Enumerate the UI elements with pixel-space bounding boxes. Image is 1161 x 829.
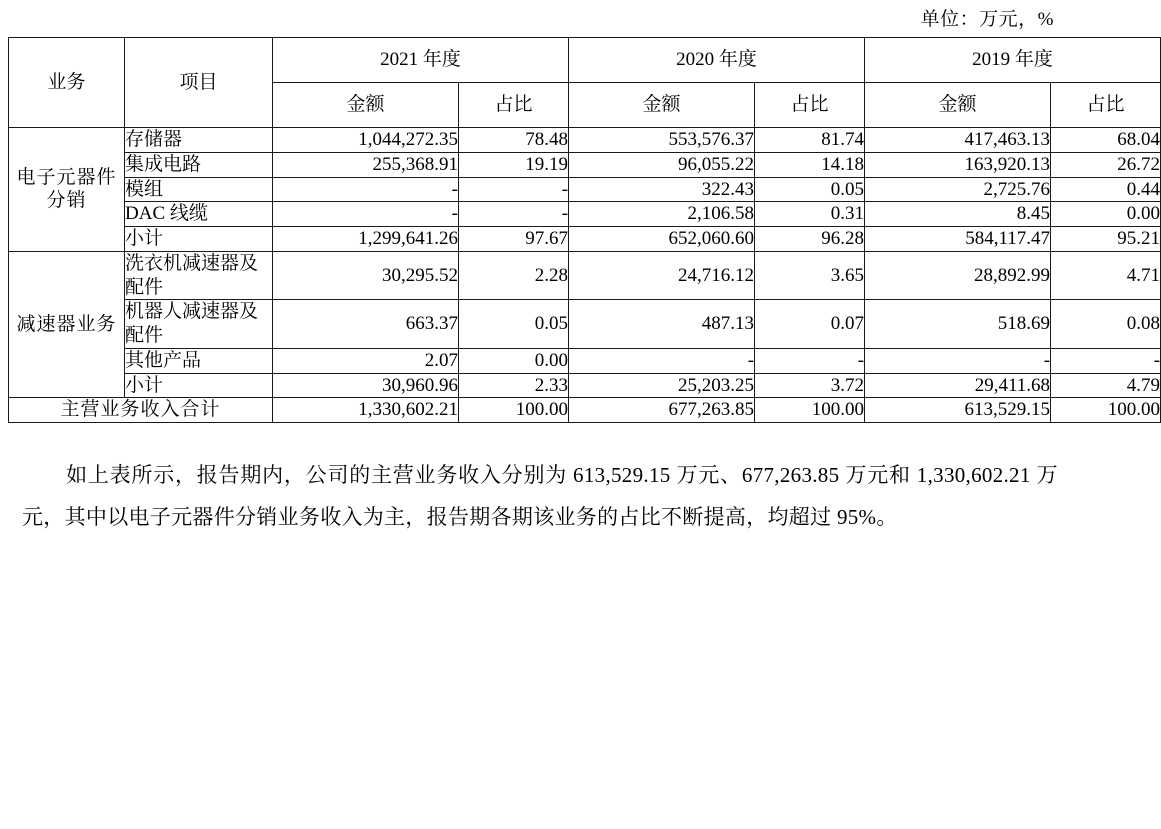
cell-ratio-2020: - [755,348,865,373]
cell-ratio-2019: - [1051,348,1161,373]
total-ratio-2019: 100.00 [1051,398,1161,423]
cell-amount-2020: 487.13 [569,300,755,349]
cell-amount-2019: 2,725.76 [865,177,1051,202]
cell-amount-2019: 584,117.47 [865,227,1051,252]
table-row [9,177,1161,202]
cell-ratio-2020: 14.18 [755,152,865,177]
header-ratio-2020: 占比 [755,83,865,128]
cell-ratio-2020: 3.65 [755,251,865,300]
cell-ratio-2019: 0.00 [1051,202,1161,227]
row-item-label: 其他产品 [125,348,273,373]
cell-amount-2021: - [273,177,459,202]
table-row-total [9,398,1161,423]
cell-amount-2021: 663.37 [273,300,459,349]
row-item-label: 小计 [125,227,273,252]
cell-ratio-2020: 0.05 [755,177,865,202]
table-row [9,300,1161,349]
cell-amount-2020: 322.43 [569,177,755,202]
header-amount-2021: 金额 [273,83,459,128]
header-item: 项目 [125,38,273,128]
row-item-label: 机器人减速器及配件 [125,300,273,349]
cell-ratio-2021: 78.48 [459,128,569,153]
cell-ratio-2021: 97.67 [459,227,569,252]
row-item-label: 模组 [125,177,273,202]
cell-ratio-2021: 0.00 [459,348,569,373]
cell-amount-2019: 163,920.13 [865,152,1051,177]
group-label-distribution: 电子元器件分销 [9,128,125,252]
cell-amount-2021: 2.07 [273,348,459,373]
cell-ratio-2019: 68.04 [1051,128,1161,153]
total-amount-2019: 613,529.15 [865,398,1051,423]
cell-amount-2019: 417,463.13 [865,128,1051,153]
cell-amount-2021: 255,368.91 [273,152,459,177]
row-item-label: 洗衣机减速器及配件 [125,251,273,300]
cell-ratio-2020: 0.07 [755,300,865,349]
cell-ratio-2021: 0.05 [459,300,569,349]
cell-amount-2020: 24,716.12 [569,251,755,300]
total-ratio-2021: 100.00 [459,398,569,423]
table-row [9,251,1161,300]
cell-amount-2021: 30,295.52 [273,251,459,300]
header-year-2021: 2021 年度 [273,38,569,83]
cell-ratio-2020: 96.28 [755,227,865,252]
cell-amount-2021: - [273,202,459,227]
table-row-subtotal [9,227,1161,252]
header-ratio-2019: 占比 [1051,83,1161,128]
table-row-subtotal [9,373,1161,398]
cell-amount-2019: 8.45 [865,202,1051,227]
header-ratio-2021: 占比 [459,83,569,128]
header-year-2019: 2019 年度 [865,38,1161,83]
revenue-breakdown-table [8,37,1161,423]
cell-ratio-2021: - [459,177,569,202]
cell-ratio-2021: 2.33 [459,373,569,398]
row-item-label: 存储器 [125,128,273,153]
cell-amount-2021: 1,044,272.35 [273,128,459,153]
cell-amount-2020: 553,576.37 [569,128,755,153]
cell-amount-2021: 1,299,641.26 [273,227,459,252]
cell-ratio-2019: 4.71 [1051,251,1161,300]
table-row [9,202,1161,227]
header-amount-2020: 金额 [569,83,755,128]
cell-ratio-2020: 0.31 [755,202,865,227]
body-paragraph: 如上表所示，报告期内，公司的主营业务收入分别为 613,529.15 万元、677,263.85 万元和 1,330,602.21 万元，其中以电子元器件分销业务收入为主，报告期各期该业务的占比不断提高，均超过 95%。 [22,463,1058,529]
cell-ratio-2021: - [459,202,569,227]
table-row [9,348,1161,373]
table-header-row-1 [9,38,1161,83]
cell-amount-2020: 2,106.58 [569,202,755,227]
total-ratio-2020: 100.00 [755,398,865,423]
cell-amount-2020: 96,055.22 [569,152,755,177]
cell-ratio-2020: 81.74 [755,128,865,153]
cell-amount-2019: 518.69 [865,300,1051,349]
row-item-label: 小计 [125,373,273,398]
cell-ratio-2019: 26.72 [1051,152,1161,177]
cell-ratio-2020: 3.72 [755,373,865,398]
cell-ratio-2019: 0.08 [1051,300,1161,349]
row-item-label: DAC 线缆 [125,202,273,227]
cell-amount-2020: 25,203.25 [569,373,755,398]
table-row [9,128,1161,153]
unit-note: 单位：万元，% [920,9,1054,30]
total-amount-2020: 677,263.85 [569,398,755,423]
cell-ratio-2019: 95.21 [1051,227,1161,252]
cell-amount-2019: 29,411.68 [865,373,1051,398]
header-category: 业务 [9,38,125,128]
header-amount-2019: 金额 [865,83,1051,128]
cell-amount-2019: 28,892.99 [865,251,1051,300]
cell-amount-2019: - [865,348,1051,373]
cell-ratio-2019: 4.79 [1051,373,1161,398]
group-label-reducer: 减速器业务 [9,251,125,398]
cell-amount-2020: 652,060.60 [569,227,755,252]
header-year-2020: 2020 年度 [569,38,865,83]
cell-ratio-2021: 19.19 [459,152,569,177]
table-row [9,152,1161,177]
cell-amount-2020: - [569,348,755,373]
row-item-label: 集成电路 [125,152,273,177]
total-amount-2021: 1,330,602.21 [273,398,459,423]
cell-ratio-2019: 0.44 [1051,177,1161,202]
cell-ratio-2021: 2.28 [459,251,569,300]
total-label: 主营业务收入合计 [9,398,273,423]
cell-amount-2021: 30,960.96 [273,373,459,398]
